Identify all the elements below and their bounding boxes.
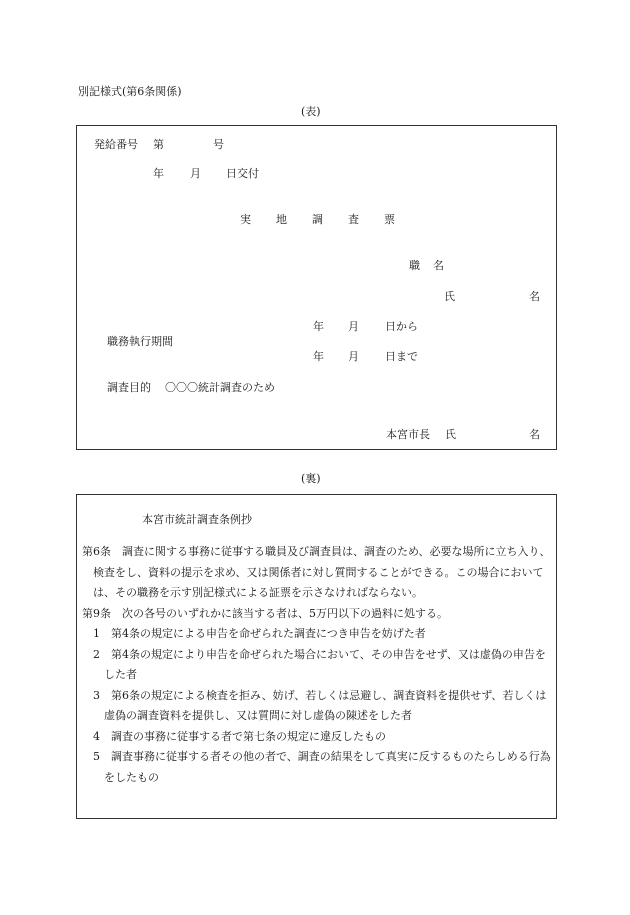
article-9-item-5: 5 調査事務に従事する者その他の者で、調査の結果をして真実に反するものたらしめる行為をしたもの: [93, 750, 551, 784]
article-9-item-2: 2 第4条の規定により申告を命ぜられた場合において、その申告をせず、又は虚偽の申告をした者: [93, 647, 546, 681]
mayor-name-char-1: 氏: [445, 428, 456, 441]
name-label-char-1: 氏: [444, 290, 455, 303]
article-9-item-1: 1 第4条の規定による申告を命ぜられた調査につき申告を妨げた者: [93, 627, 426, 640]
period-to-day: 日まで: [385, 350, 418, 363]
form-label: 別記様式(第6条関係): [78, 85, 182, 98]
issue-date-day: 日交付: [226, 167, 259, 180]
front-card: [76, 125, 557, 450]
card-title-char-2: 地: [276, 213, 287, 226]
article-9-item-4: 4 調査の事務に従事する者で第七条の規定に違反したもの: [93, 729, 386, 743]
period-to-month: 月: [348, 350, 359, 363]
position-label-char-2: 名: [433, 259, 444, 272]
ordinance-text: [82, 542, 552, 788]
card-title-char-5: 票: [384, 213, 395, 226]
period-from-month: 月: [348, 320, 359, 333]
card-title-char-4: 査: [348, 213, 359, 226]
issue-date-year: 年: [153, 167, 164, 180]
front-label: (表): [301, 105, 321, 118]
purpose-label: 調査目的: [107, 381, 151, 394]
back-label: (裏): [301, 472, 321, 485]
card-title-char-1: 実: [240, 213, 251, 226]
mayor-label: 本宮市長: [386, 428, 430, 441]
mayor-name-char-2: 名: [529, 428, 540, 441]
period-label: 職務執行期間: [107, 335, 173, 348]
period-from-year: 年: [313, 320, 324, 333]
issue-number-dai: 第: [153, 138, 164, 151]
article-9-item-3: 3 第6条の規定による検査を拒み、妨げ、若しくは忌避し、調査資料を提供せず、若しくは虚偽の調査資料を提供し、又は質問に対し虚偽の陳述をした者: [93, 688, 547, 722]
name-label-char-2: 名: [529, 290, 540, 303]
issue-number-label: 発給番号: [94, 138, 138, 151]
issue-number-go: 号: [213, 138, 224, 151]
ordinance-title: 本宮市統計調査条例抄: [142, 513, 252, 526]
period-from-day: 日から: [385, 320, 418, 333]
article-6: 第6条 調査に関する事務に従事する職員及び調査員は、調査のため、必要な場所に立ち入り、検査をし、資料の提示を求め、又は関係者に対し質問することができる。この場合においては、その職務を示す別記様式による証票を示さなければならない。: [82, 545, 551, 599]
purpose-value: 〇〇〇統計調査のため: [165, 381, 275, 394]
position-label-char-1: 職: [409, 259, 420, 272]
article-9: 第9条 次の各号のいずれかに該当する者は、5万円以下の過料に処する。: [82, 606, 448, 620]
issue-date-month: 月: [190, 167, 201, 180]
period-to-year: 年: [313, 350, 324, 363]
card-title-char-3: 調: [312, 213, 323, 226]
